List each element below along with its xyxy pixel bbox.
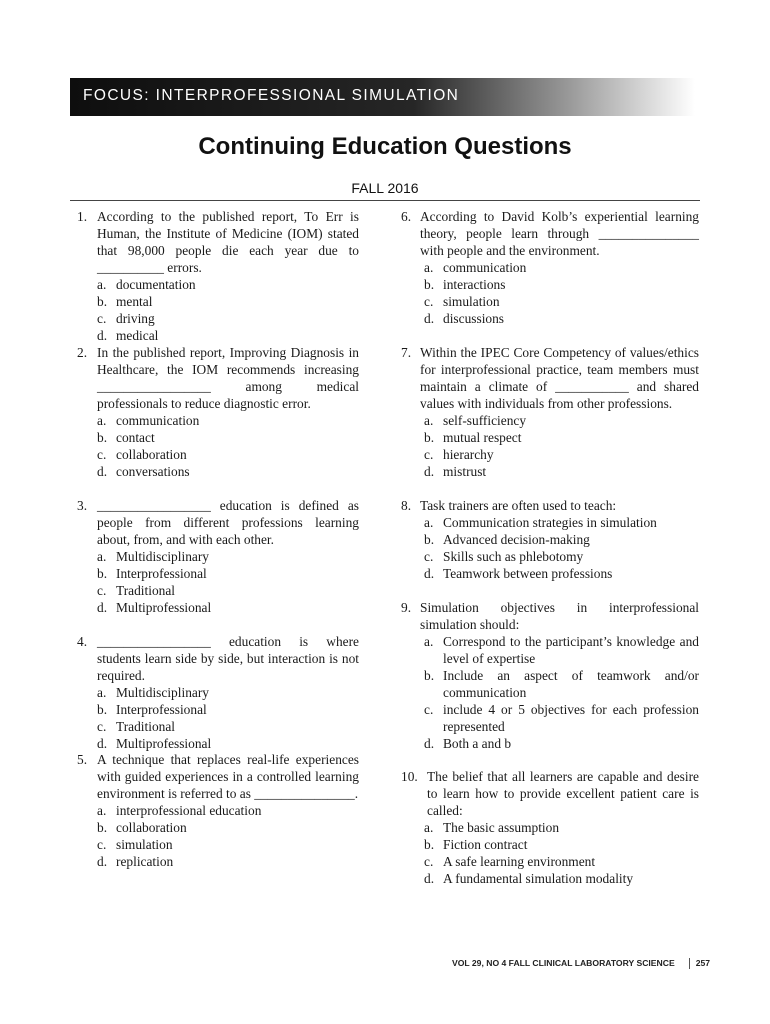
option-letter: a. <box>424 515 434 530</box>
question-text: Task trainers are often used to teach: <box>420 498 617 513</box>
answer-option <box>97 548 359 565</box>
option-text: interprofessional education <box>116 803 262 818</box>
answer-option <box>424 870 699 887</box>
journal-citation: VOL 29, NO 4 FALL CLINICAL LABORATORY SCIENCE <box>452 958 675 968</box>
option-letter: d. <box>424 566 435 581</box>
option-text: Skills such as phlebotomy <box>443 549 584 564</box>
option-letter: d. <box>424 736 435 751</box>
option-letter: c. <box>97 447 107 462</box>
option-letter: d. <box>97 328 108 343</box>
option-letter: c. <box>424 447 434 462</box>
option-letter: c. <box>424 702 434 717</box>
answer-option <box>97 412 359 429</box>
page-footer <box>452 958 710 969</box>
option-text: Interprofessional <box>116 702 207 717</box>
question-number: 3. <box>77 498 88 513</box>
option-text: Include an aspect of teamwork and/or communication <box>443 668 699 700</box>
option-letter: a. <box>424 413 434 428</box>
option-letter: b. <box>424 837 435 852</box>
option-letter: b. <box>424 277 435 292</box>
question-item <box>77 497 359 633</box>
answer-option <box>97 853 359 870</box>
option-text: self-sufficiency <box>443 413 527 428</box>
option-text: Traditional <box>116 719 176 734</box>
question-stem <box>77 633 359 684</box>
page-title: Continuing Education Questions <box>198 133 572 160</box>
option-letter: b. <box>424 532 435 547</box>
option-letter: a. <box>97 549 107 564</box>
answer-option <box>424 633 699 667</box>
question-stem <box>401 497 699 514</box>
answer-options <box>77 412 359 480</box>
option-letter: c. <box>97 719 107 734</box>
answer-option <box>424 259 699 276</box>
answer-option <box>424 667 699 701</box>
option-letter: c. <box>424 854 434 869</box>
option-text: Teamwork between professions <box>443 566 613 581</box>
question-text: _________________ education is defined as people from different professions learning about, from, and with each other. <box>97 498 359 547</box>
option-letter: d. <box>97 600 108 615</box>
question-stem <box>77 208 359 276</box>
option-text: A safe learning environment <box>443 854 596 869</box>
answer-option <box>424 446 699 463</box>
answer-option <box>97 276 359 293</box>
option-letter: a. <box>424 260 434 275</box>
answer-options <box>401 412 699 480</box>
answer-options <box>77 548 359 616</box>
question-item <box>77 751 359 870</box>
option-text: mistrust <box>443 464 487 479</box>
answer-option <box>97 565 359 582</box>
answer-option <box>97 701 359 718</box>
answer-option <box>424 836 699 853</box>
option-text: hierarchy <box>443 447 494 462</box>
option-letter: b. <box>424 668 435 683</box>
question-text: Simulation objectives in interprofessional simulation should: <box>420 600 699 632</box>
question-stem <box>77 344 359 412</box>
issue-label: FALL 2016 <box>351 180 419 196</box>
answer-option <box>424 701 699 735</box>
question-column-right <box>401 208 699 887</box>
answer-option <box>97 718 359 735</box>
question-number: 8. <box>401 498 412 513</box>
question-number: 5. <box>77 752 88 767</box>
option-text: contact <box>116 430 155 445</box>
option-letter: b. <box>97 566 108 581</box>
section-banner <box>70 78 695 116</box>
answer-options <box>77 276 359 344</box>
option-letter: d. <box>424 464 435 479</box>
question-text: A technique that replaces real-life experiences with guided experiences in a controlled learning environment is referred to as _______________. <box>97 752 359 801</box>
option-letter: b. <box>424 430 435 445</box>
option-text: collaboration <box>116 447 187 462</box>
answer-options <box>77 802 359 870</box>
option-letter: c. <box>424 549 434 564</box>
question-stem <box>401 208 699 259</box>
option-letter: c. <box>97 583 107 598</box>
option-letter: d. <box>97 736 108 751</box>
question-item <box>401 497 699 599</box>
question-number: 2. <box>77 345 88 360</box>
option-text: include 4 or 5 objectives for each profession represented <box>443 702 699 734</box>
question-number: 10. <box>401 769 418 784</box>
question-item <box>77 208 359 344</box>
question-item <box>401 599 699 768</box>
option-text: driving <box>116 311 155 326</box>
answer-option <box>424 412 699 429</box>
option-text: collaboration <box>116 820 187 835</box>
option-text: Fiction contract <box>443 837 528 852</box>
option-text: Interprofessional <box>116 566 207 581</box>
answer-option <box>424 565 699 582</box>
question-column-left <box>77 208 359 870</box>
answer-option <box>424 276 699 293</box>
answer-option <box>97 819 359 836</box>
option-letter: d. <box>97 854 108 869</box>
question-number: 1. <box>77 209 88 224</box>
option-text: Multidisciplinary <box>116 685 209 700</box>
option-letter: a. <box>424 820 434 835</box>
question-text: According to David Kolb’s experiential learning theory, people learn through _______________ with people and the environment. <box>420 209 699 258</box>
question-text: _________________ education is where students learn side by side, but interaction is not required. <box>97 634 359 683</box>
answer-options <box>401 819 699 887</box>
answer-option <box>424 531 699 548</box>
answer-option <box>97 310 359 327</box>
answer-option <box>424 514 699 531</box>
banner-label: FOCUS: INTERPROFESSIONAL SIMULATION <box>83 87 460 104</box>
answer-option <box>424 735 699 752</box>
option-text: Advanced decision-making <box>443 532 590 547</box>
option-text: simulation <box>116 837 173 852</box>
option-text: Multiprofessional <box>116 600 212 615</box>
footer-divider <box>689 958 690 969</box>
option-letter: b. <box>97 294 108 309</box>
option-text: discussions <box>443 311 505 326</box>
option-letter: a. <box>97 685 107 700</box>
answer-options <box>401 514 699 582</box>
page-number: 257 <box>695 958 711 968</box>
answer-option <box>97 582 359 599</box>
option-text: replication <box>116 854 174 869</box>
answer-option <box>424 819 699 836</box>
question-text: Within the IPEC Core Competency of values/ethics for interprofessional practice, team members must maintain a climate of ___________ and shared values with individuals from other professions. <box>420 345 699 411</box>
answer-option <box>97 599 359 616</box>
option-letter: a. <box>97 413 107 428</box>
answer-option <box>97 802 359 819</box>
option-letter: d. <box>97 464 108 479</box>
answer-option <box>424 429 699 446</box>
answer-option <box>424 310 699 327</box>
answer-option <box>424 293 699 310</box>
answer-option <box>424 853 699 870</box>
question-item <box>401 768 699 887</box>
answer-options <box>401 633 699 752</box>
question-stem <box>401 599 699 633</box>
option-letter: b. <box>97 430 108 445</box>
option-text: communication <box>116 413 200 428</box>
question-stem <box>401 768 699 819</box>
answer-option <box>97 446 359 463</box>
question-number: 6. <box>401 209 412 224</box>
option-text: Both a and b <box>443 736 512 751</box>
answer-options <box>77 684 359 752</box>
option-text: mutual respect <box>443 430 522 445</box>
option-text: simulation <box>443 294 500 309</box>
question-text: In the published report, Improving Diagnosis in Healthcare, the IOM recommends increasing _________________ among medical professionals to reduce diagnostic error. <box>97 345 359 411</box>
question-stem <box>401 344 699 412</box>
option-text: Correspond to the participant’s knowledge and level of expertise <box>443 634 699 666</box>
question-number: 7. <box>401 345 412 360</box>
option-letter: c. <box>424 294 434 309</box>
answer-option <box>97 293 359 310</box>
option-text: interactions <box>443 277 506 292</box>
answer-option <box>97 735 359 752</box>
option-letter: c. <box>97 311 107 326</box>
option-letter: d. <box>424 311 435 326</box>
answer-option <box>424 463 699 480</box>
answer-option <box>97 429 359 446</box>
question-item <box>401 344 699 497</box>
option-text: communication <box>443 260 527 275</box>
question-stem <box>77 497 359 548</box>
question-text: According to the published report, To Err is Human, the Institute of Medicine (IOM) stated that 98,000 people die each year due to __________ errors. <box>97 209 359 275</box>
answer-option <box>97 684 359 701</box>
question-item <box>77 344 359 497</box>
question-item <box>401 208 699 344</box>
answer-option <box>424 548 699 565</box>
option-text: medical <box>116 328 159 343</box>
option-letter: b. <box>97 820 108 835</box>
question-number: 9. <box>401 600 412 615</box>
option-text: A fundamental simulation modality <box>443 871 634 886</box>
option-text: documentation <box>116 277 196 292</box>
question-number: 4. <box>77 634 88 649</box>
answer-option <box>97 463 359 480</box>
option-letter: a. <box>97 277 107 292</box>
option-text: The basic assumption <box>443 820 560 835</box>
option-text: Multiprofessional <box>116 736 212 751</box>
option-letter: d. <box>424 871 435 886</box>
option-text: conversations <box>116 464 190 479</box>
question-stem <box>77 751 359 802</box>
option-text: mental <box>116 294 153 309</box>
option-letter: b. <box>97 702 108 717</box>
question-item <box>77 633 359 751</box>
question-text: The belief that all learners are capable and desire to learn how to provide excellent patient care is called: <box>427 769 699 818</box>
option-letter: a. <box>97 803 107 818</box>
divider <box>70 200 700 201</box>
option-letter: a. <box>424 634 434 649</box>
answer-options <box>401 259 699 327</box>
answer-option <box>97 836 359 853</box>
answer-option <box>97 327 359 344</box>
option-text: Communication strategies in simulation <box>443 515 657 530</box>
option-letter: c. <box>97 837 107 852</box>
option-text: Multidisciplinary <box>116 549 209 564</box>
option-text: Traditional <box>116 583 176 598</box>
